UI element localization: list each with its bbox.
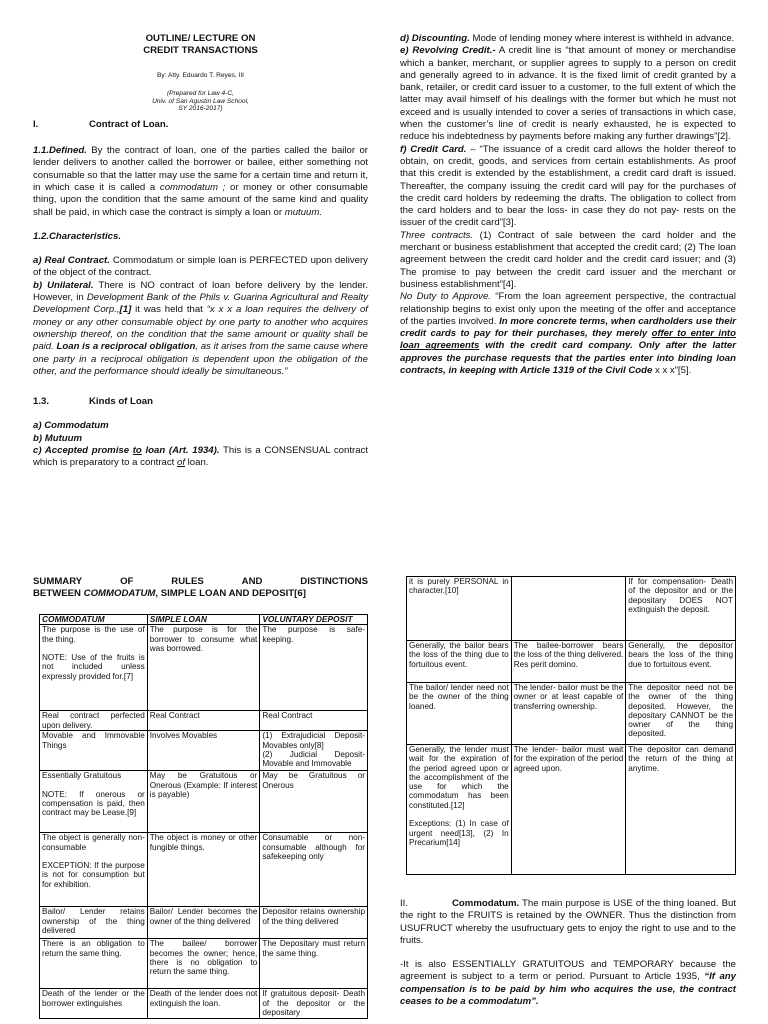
table-cell: The purpose is the use of the thing. NOTE: Use of the fruits is not included unless expressly provided for.[7] [40,625,148,711]
table-cell: If for compensation- Death of the depositor and or the depositary DOES NOT extinguish the deposit. [626,577,736,641]
distinctions-table [39,614,368,1019]
paragraph-no-duty: No Duty to Approve. “From the loan agreement perspective, the contractual relationship begins to exist only upon the meeting of the offer and acceptance of the parties involved. In more concrete terms, when cardholders use their credit cards to pay for their purchases, they merely offer to enter into loan agreements with the credit card company. Only after the latter approves the purchase requests that the parties enter into binding loan contracts, in keeping with Article 1319 of the Civil Code x x x”[5]. [400,291,736,377]
document-title: OUTLINE/ LECTURE ON CREDIT TRANSACTIONS [143,33,258,56]
table-cell: The depositor need not be the owner of the thing deposited. However, the depositary CANNOT be the owner of the thing deposited. [626,683,736,745]
table-cell: Generally, the lender must wait for the expiration of the period agreed upon or the accomplishment of the use for which the commodatum has been constituted.[12] Exceptions: (1) In case of urgent need[13], (2) In Precarium[14] [407,745,512,875]
distinctions-table-continued [406,576,736,875]
paragraph-commodatum: II. Commodatum. The main purpose is USE of the thing loaned. But the right to the FRUITS is retained by the OWNER. Thus the distinction from USUFRUCT whereby the usufructuary gets to enjoy the right to use and to the fruits. [400,898,736,946]
table-cell: Real contract perfected upon delivery. [40,711,148,731]
table-row [407,577,736,641]
kind-accepted-promise: c) Accepted promise to loan (Art. 1934). This is a CONSENSUAL contract which is preparatory to a contract of loan. [33,445,369,469]
table-cell: The purpose is safe-keeping. [260,625,368,711]
table-cell: Real Contract [260,711,368,731]
table-row [40,833,368,907]
table-cell: The Depositary must return the same thing. [260,939,368,989]
table-row [407,683,736,745]
table-cell: If gratuitous deposit- Death of the depositor or the depositary [260,989,368,1019]
table-row [40,625,368,711]
table-cell: May be Gratuitous or Onerous [260,771,368,833]
heading-characteristics: 1.2.Characteristics. [33,230,121,242]
section-heading-loan: I. Contract of Loan. [33,118,169,130]
table-cell: Bailor/ Lender retains ownership of the thing delivered [40,907,148,939]
kind-mutuum: b) Mutuum [33,432,83,444]
table-cell: There is an obligation to return the same thing. [40,939,148,989]
table-cell: The object is money or other fungible things. [147,833,260,907]
table-cell: Generally, the bailor bears the loss of the thing due to fortuitous event. [407,641,512,683]
table-cell: The bailee/ borrower becomes the owner; hence, there is no obligation to return the same thing. [147,939,260,989]
left-column [33,33,368,470]
table-row [40,907,368,939]
paragraph-defined: 1.1.Defined. By the contract of loan, one of the parties called the bailor or lender delivers to another called the borrower or bailee, either something not consumable so that the latter may use the same for a certain time and return it, in which case it is called a commodatum ; or money or other consumable thing, upon the condition that the same amount of the same kind and quality shall be paid, in which case the contract is simply a loan or mutuum. [33,145,369,218]
table-cell: The object is generally non-consumable EXCEPTION: If the purpose is not for consumption but for exhibition. [40,833,148,907]
header-voluntary-deposit: VOLUNTARY DEPOSIT [260,615,368,625]
table-cell: The bailor/ lender need not be the owner of the thing loaned. [407,683,512,745]
header-commodatum: COMMODATUM [40,615,148,625]
table-cell: The lender- bailor must wait for the expiration of the period agreed upon. [511,745,626,875]
right-column [400,33,736,377]
table-cell: Real Contract [147,711,260,731]
table-cell: Bailor/ Lender becomes the owner of the thing delivered [147,907,260,939]
table-cell: Movable and Immovable Things [40,731,148,771]
table-cell: The purpose is for the borrower to consume what was borrowed. [147,625,260,711]
prepared-note: (Prepared for Law 4-C, Univ. of San Agustin Law School, SY 2016-2017) [152,90,249,113]
paragraph-revolving-credit: e) Revolving Credit.- A credit line is “that amount of money or merchandise which a banker, merchant, or supplier agrees to supply to a person on credit and generally agreed to in advance. It is the fixed limit of credit granted by a bank, retailer, or credit card issuer to a customer, to the full extent of which the latter may avail himself of his dealings with the former but which he must not exceed and is usually intended to cover a series of transactions in which case, when the customer’s line of credit is nearly exhausted, he is expected to reduce his indebtedness by payments before making any further drawings”[2]. [400,45,736,143]
kind-commodatum: a) Commodatum [33,420,109,432]
table-cell: Death of the lender does not extinguish the loan. [147,989,260,1019]
table-cell: Consumable or non-consumable although for safekeeping only [260,833,368,907]
table-row [40,771,368,833]
paragraph-three-contracts: Three contracts. (1) Contract of sale between the card holder and the merchant or business establishment that accepted the credit card; (2) The loan agreement between the credit card holder and the credit card issuer; and (3) The promise to pay between the credit card issuer and the merchant or business establishment”[4]. [400,229,736,290]
table-cell: (1) Extrajudicial Deposit- Movables only[8] (2) Judicial Deposit- Movable and Immovable [260,731,368,771]
paragraph-discounting: d) Discounting. Mode of lending money where interest is withheld in advance. [400,33,735,44]
table-cell: The depositor can demand the return of the thing at anytime. [626,745,736,875]
paragraph-unilateral: b) Unilateral. There is NO contract of loan before delivery by the lender. However, in Development Bank of the Phils v. Guarina Agricultural and Realty Development Corp.,[1] it was held that “x x x a loan requires the delivery of money or any other consumable object by one party to another who acquires ownership thereof, on the condition that the same amount or quality shall be paid. Loan is a reciprocal obligation, as it arises from the same cause where one party in a reciprocal obligation is dependent upon the obligation of the other, and the performance should ideally be simultaneous.” [33,279,369,377]
section-commodatum [400,898,736,1008]
table-row [40,711,368,731]
table-cell: Involves Movables [147,731,260,771]
table-row [40,939,368,989]
table-cell [511,577,626,641]
table-cell: May be Gratuitous or Onerous (Example: If interest is payable) [147,771,260,833]
author-byline: By: Atty. Eduardo T. Reyes, III [157,72,244,79]
paragraph-credit-card: f) Credit Card. – “The issuance of a credit card allows the holder thereof to obtain, on credit, goods, and services from certain establishments. As proof that this credit is extended by the establishment, a credit card draft is issued. Thereafter, the company issuing the credit card will pay for the purchases of the credit card holders by redeeming the drafts. The obligation to collect from the card holders and to bear the loss- in case they do not pay- rests on the issuer of the credit card”[3]. [400,143,737,229]
table-cell: Essentially Gratuitous NOTE: If onerous or compensation is paid, then contract may be Lease.[9] [40,771,148,833]
table-row [407,745,736,875]
table-header-row [40,615,368,625]
table-row [40,731,368,771]
table-cell: The bailee-borrower bears the loss of the thing delivered. Res perit domino. [511,641,626,683]
table-cell: Death of the lender or the borrower extinguishes [40,989,148,1019]
paragraph-real-contract: a) Real Contract. Commodatum or simple loan is PERFECTED upon delivery of the object of the contract. [33,255,368,279]
summary-title: SUMMARY OF RULES AND DISTINCTIONS BETWEEN COMMODATUM, SIMPLE LOAN AND DEPOSIT[6] [33,576,368,599]
table-cell: it is purely PERSONAL in character.[10] [407,577,512,641]
table-row [407,641,736,683]
table-cell: Depositor retains ownership of the thing delivered [260,907,368,939]
table-cell: Generally, the depositor bears the loss of the thing due to fortuitous event. [626,641,736,683]
header-simple-loan: SIMPLE LOAN [147,615,260,625]
table-row [40,989,368,1019]
paragraph-gratuitous: -It is also ESSENTIALLY GRATUITOUS and TEMPORARY because the agreement is subject to a term or period. Pursuant to Article 1935, “If any compensation is to be paid by him who acquires the use, the contract ceases to be a commodatum”. [400,959,736,1008]
table-cell: The lender- bailor must be the owner or at least capable of transferring ownership. [511,683,626,745]
heading-kinds: 1.3. Kinds of Loan [33,396,153,408]
